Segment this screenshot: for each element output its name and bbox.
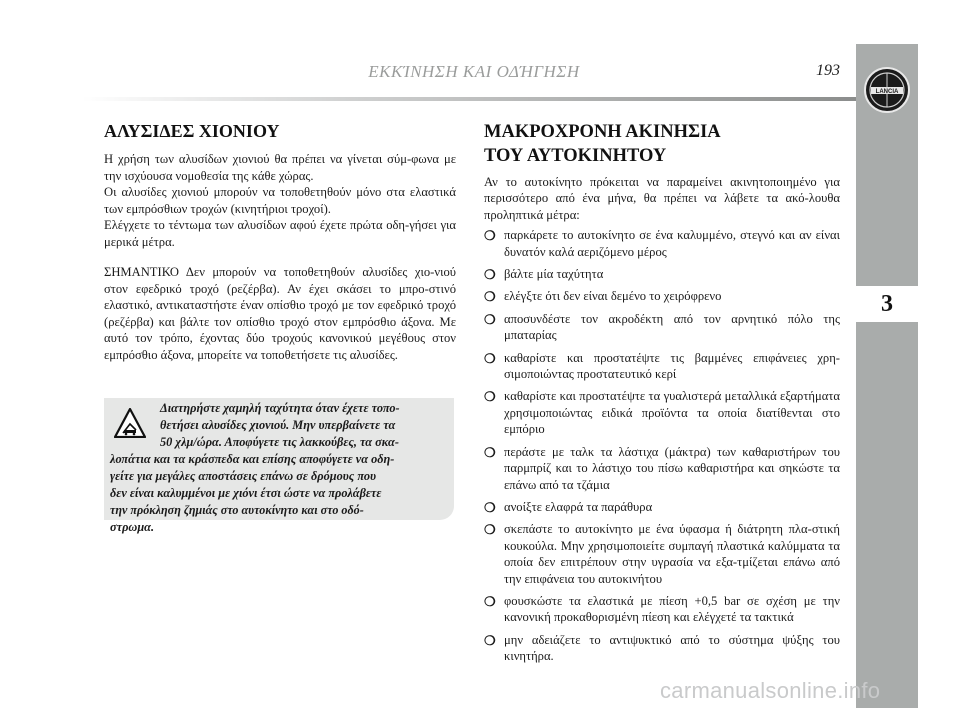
list-item-text: καθαρίστε και προστατέψτε τα γυαλιστερά μεταλλικά εξαρτήματα χρησιμοποιώντας ειδικά προϊόντα τα οποία διατίθενται στο εμπόριο xyxy=(504,389,840,437)
logo-text: LANCIA xyxy=(875,89,899,95)
warning-line: γείτε για μεγάλες αποστάσεις επάνω σε δρόμους που xyxy=(110,469,377,483)
bullet-circle-icon: ❍ xyxy=(484,522,496,538)
list-item xyxy=(484,521,840,587)
list-item xyxy=(484,266,840,282)
long-storage-heading-line-2: ΤΟΥ ΑΥΤΟΚΙΝΗΤΟΥ xyxy=(484,146,667,166)
storage-checklist xyxy=(484,227,840,664)
list-item xyxy=(484,288,840,304)
bullet-circle-icon: ❍ xyxy=(484,228,496,244)
long-storage-section xyxy=(484,120,840,671)
long-storage-heading xyxy=(484,120,840,168)
snow-chains-para-1: Η χρήση των αλυσίδων χιονιού θα πρέπει να γίνεται σύμ-φωνα με την ισχύουσα νομοθεσία της κάθε χώρας. xyxy=(104,152,456,183)
chapter-number: 3 xyxy=(856,286,918,322)
warning-line: δεν είναι καλυμμένοι με χιόνι έτσι ώστε να προλάβετε xyxy=(110,486,382,500)
snow-chains-heading: ΑΛΥΣΙΔΕΣ ΧΙΟΝΙΟΥ xyxy=(104,121,280,141)
list-item-text: παρκάρετε το αυτοκίνητο σε ένα καλυμμένο, στεγνό και αν είναι δυνατόν καλά αεριζόμενο μέρος xyxy=(504,228,840,259)
warning-box xyxy=(104,398,454,534)
bullet-circle-icon: ❍ xyxy=(484,632,496,648)
warning-line: 50 χλμ/ώρα. Αποφύγετε τις λακκούβες, τα σκα- xyxy=(160,435,399,449)
warning-line: Διατηρήστε χαμηλή ταχύτητα όταν έχετε τοπο- xyxy=(160,401,400,415)
warning-line: θετήσει αλυσίδες χιονιού. Μην υπερβαίνετε τα xyxy=(160,418,396,432)
warning-line: την πρόκληση ζημιάς στο αυτοκίνητο και στο οδό- xyxy=(110,503,364,517)
chapter-sidebar xyxy=(856,44,918,708)
long-storage-intro: Αν το αυτοκίνητο πρόκειται να παραμείνει ακινητοποιημένο για περισσότερο από ένα μήνα, θα πρέπει να λάβετε τα ακό-λουθα προληπτικά μέτρα: xyxy=(484,175,840,222)
bullet-circle-icon: ❍ xyxy=(484,593,496,609)
bullet-circle-icon: ❍ xyxy=(484,311,496,327)
bullet-circle-icon: ❍ xyxy=(484,267,496,283)
list-item xyxy=(484,499,840,515)
lancia-logo xyxy=(863,66,911,114)
list-item-text: σκεπάστε το αυτοκίνητο με ένα ύφασμα ή διάτρητη πλα-στική κουκούλα. Μην χρησιμοποιείτε συμπαγή πλαστικά καλύμματα τα οποία δεν επιτρέπουν στην υγρασία να εξα-τμίζεται επάνω από την επιφάνεια του αυτοκινήτου xyxy=(504,522,840,586)
list-item-text: περάστε με ταλκ τα λάστιχα (μάκτρα) των καθαριστήρων του παρμπρίζ και το λάστιχο του πίσω καθαριστήρα και σηκώστε τα επάνω από τα τζάμια xyxy=(504,444,840,492)
bullet-circle-icon: ❍ xyxy=(484,444,496,460)
watermark: carmanualsonline.info xyxy=(660,678,881,703)
list-item xyxy=(484,632,840,665)
page-header-title: ΕΚΚΊΝΗΣΗ ΚΑΙ ΟΔΉΓΗΣΗ xyxy=(368,62,580,81)
bullet-circle-icon: ❍ xyxy=(484,389,496,405)
warning-line: στρωμα. xyxy=(110,520,155,534)
list-item xyxy=(484,388,840,437)
header-rule xyxy=(82,97,856,101)
bullet-circle-icon: ❍ xyxy=(484,350,496,366)
bullet-circle-icon: ❍ xyxy=(484,289,496,305)
warning-text xyxy=(104,398,454,534)
list-item-text: ανοίξτε ελαφρά τα παράθυρα xyxy=(504,499,653,514)
snow-chains-important: ΣΗΜΑΝΤΙΚΟ Δεν μπορούν να τοποθετηθούν αλυσίδες χιο-νιού στον εφεδρικό τροχό (ρεζέρβα). Αν έχει σκάσει το μπρο-στινό ελαστικό, αντικαταστήστε έναν οπίσθιο τροχό με τον εφεδρικό τροχό (ρεζέρβα) και βάλτε τον οπίσθιο τροχό στον εμπρόσθιο άξονα. Με αυτό τον τρόπο, έχοντας δύο τροχούς κανονικού μεγέθους στον εμπρόσθιο άξονα, μπορείτε να τοποθετήσετε τις αλυσίδες. xyxy=(104,265,456,362)
snow-chains-para-2: Οι αλυσίδες χιονιού μπορούν να τοποθετηθούν μόνο στα ελαστικά των εμπρόσθιων τροχών (κινητήριοι τροχοί). xyxy=(104,185,456,216)
list-item-text: βάλτε μία ταχύτητα xyxy=(504,267,604,282)
bullet-circle-icon: ❍ xyxy=(484,499,496,515)
page-number: 193 xyxy=(816,62,840,79)
list-item-text: καθαρίστε και προστατέψτε τις βαμμένες επιφάνειες χρη-σιμοποιώντας προστατευτικό κερί xyxy=(504,350,840,382)
snow-chains-para-3: Ελέγχετε το τέντωμα των αλυσίδων αφού έχετε πρώτα οδη-γήσει για μερικά μέτρα. xyxy=(104,218,456,249)
warning-line: λοπάτια και τα κράσπεδα και επίσης αποφύγετε να οδη- xyxy=(110,452,395,466)
snow-chains-section xyxy=(104,120,456,363)
long-storage-heading-line-1: ΜΑΚΡΟΧΡΟΝΗ ΑΚΙΝΗΣΙΑ xyxy=(484,122,721,142)
list-item-text: ελέγξτε ότι δεν είναι δεμένο το χειρόφρενο xyxy=(504,289,722,304)
list-item-text: φουσκώστε τα ελαστικά με πίεση +0,5 bar σε σχέση με την κανονική προκαθορισμένη πίεση και ελέγχετέ τα τακτικά xyxy=(504,593,840,625)
list-item xyxy=(484,444,840,493)
list-item xyxy=(484,350,840,383)
list-item-text: μην αδειάζετε το αντιψυκτικό από το σύστημα ψύξης του κινητήρα. xyxy=(504,632,840,664)
list-item-text: αποσυνδέστε τον ακροδέκτη από τον αρνητικό πόλο της μπαταρίας xyxy=(504,311,840,343)
list-item xyxy=(484,311,840,344)
list-item xyxy=(484,593,840,626)
list-item xyxy=(484,227,840,260)
